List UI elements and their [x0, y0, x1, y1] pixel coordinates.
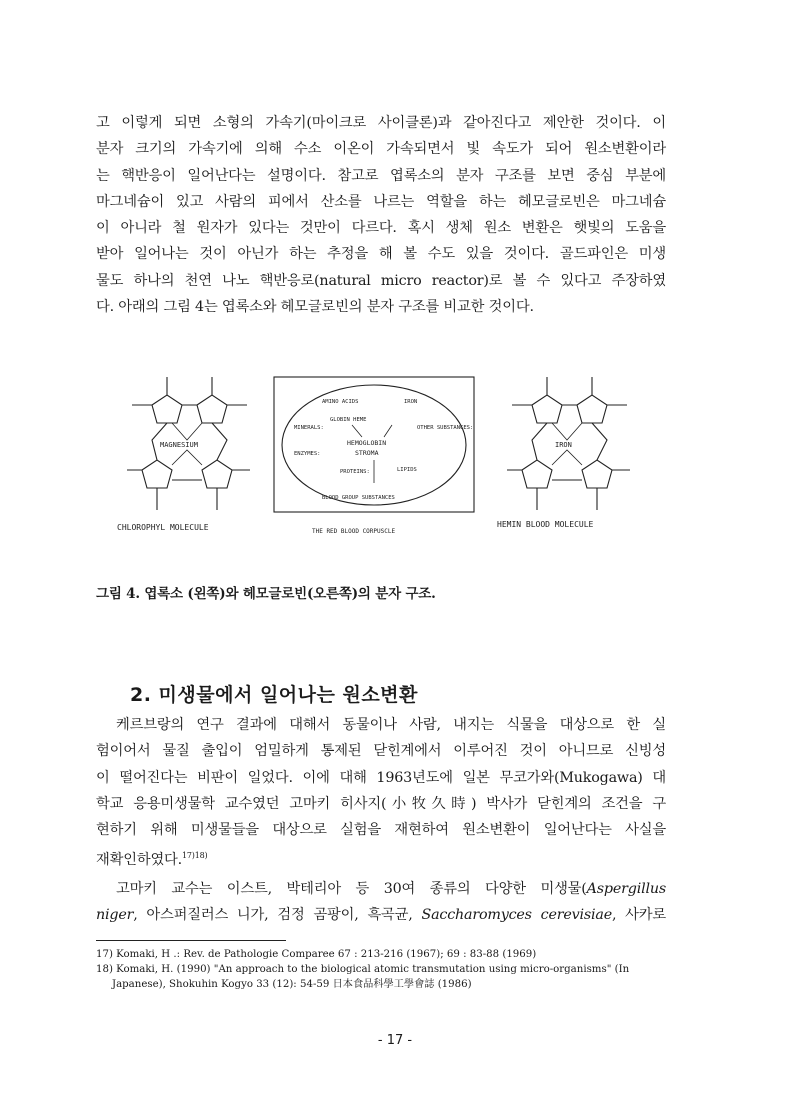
caption-hemo: 헤모글로빈: [242, 586, 308, 602]
caption-paren: (: [307, 586, 314, 602]
stroma-label: STROMA: [355, 449, 379, 457]
p3-italic: Aspergillus: [586, 881, 666, 897]
caption-end: 구조.: [405, 586, 436, 602]
chlorophyll-diagram: [117, 377, 250, 532]
text-line: 다. 아래의 그림 4는 엽록소와 헤모글로빈의 분자 구조를 비교한 것이다.: [96, 299, 534, 316]
figure-caption: [96, 582, 436, 602]
other-substances-label: OTHER SUBSTANCES:: [417, 425, 474, 431]
caption-suffix: )의 분자: [351, 586, 406, 602]
text-line: 고 이렇게 되면 소형의 가속기(마이크로 사이클론)과 같아진다고 제안한 것이다. 이: [96, 115, 666, 131]
hemin-caption: HEMIN BLOOD MOLECULE: [497, 520, 594, 529]
section-last: 재확인하였다.: [96, 852, 183, 869]
footnote-divider: [96, 940, 286, 941]
minerals-label: MINERALS:: [294, 425, 324, 431]
page-number: - 17 -: [377, 1033, 413, 1048]
magnesium-label: MAGNESIUM: [160, 441, 198, 449]
caption-right: 오른쪽: [313, 586, 352, 602]
p3-italic: niger: [96, 907, 134, 924]
blood-group-label: BLOOD GROUP SUBSTANCES: [322, 495, 395, 501]
text-line: [96, 843, 666, 869]
proteins-label: PROTEINS:: [340, 469, 370, 475]
text-line: 케르브랑의 연구 결과에 대해서 동물이나 사람, 내지는 식물을 대상으로 한 실: [116, 717, 666, 733]
text-line: 험이어서 물질 출입이 엄밀하게 통제된 닫힌계에서 이루어진 것이 아니므로 신빙성: [96, 743, 666, 760]
footnote-18-cont: Japanese), Shokuhin Kogyo 33 (12): 54-59 日本食品科學工學會誌 (1986): [112, 979, 472, 990]
iron-center-label: IRON: [555, 441, 572, 449]
text-line: 물도 하나의 천연 나노 핵반응로(natural micro reactor)로 볼 수 있다고 주장하였: [96, 272, 666, 289]
caption-left: 왼쪽: [193, 586, 220, 602]
text-line: 현하기 위해 미생물들을 대상으로 실험을 재현하여 원소변환이 일어난다는 사실을: [96, 822, 666, 839]
intro-paragraph: [96, 110, 666, 320]
hemin-diagram: [497, 377, 630, 529]
text-line: 이 떨어진다는 비판이 일었다. 이에 대해 1963년도에 일본 무코가와(Mukogawa) 대: [96, 769, 666, 786]
footnote-refs[interactable]: 17)18): [182, 851, 208, 861]
enzymes-label: ENZYMES:: [294, 451, 321, 457]
footnote-18: 18) Komaki, H. (1990) "An approach to the biological atomic transmutation using micro-organisms" (In: [96, 964, 630, 975]
red-blood-corpuscle-diagram: [274, 377, 474, 535]
globin-heme-label: GLOBIN HEME: [330, 417, 367, 423]
text-line: 받아 일어나는 것이 아닌가 하는 추정을 해 볼 수도 있을 것이다. 골드파인은 미생: [96, 246, 666, 263]
chlorophyl-caption: CHLOROPHYL MOLECULE: [117, 523, 209, 532]
hemoglobin-label: HEMOGLOBIN: [347, 439, 387, 447]
caption-mid: )와: [219, 586, 243, 602]
p3-text: , 사카로: [611, 907, 666, 924]
amino-label: AMINO ACIDS: [322, 399, 359, 405]
p3-text: , 아스퍼질러스 니가, 검정 곰팡이, 흑곡균,: [133, 907, 422, 924]
text-line: 분자 크기의 가속기에 의해 수소 이온이 가속되면서 빛 속도가 되어 원소변환이라: [96, 141, 666, 158]
section-heading: 2. 미생물에서 일어나는 원소변환: [130, 684, 418, 706]
text-line: 학교 응용미생물학 교수였던 고마키 히사지(小牧久時) 박사가 닫힌계의 조건을 구: [96, 795, 666, 812]
molecule-figure: [112, 365, 652, 540]
iron-label: IRON: [404, 399, 418, 405]
lipids-label: LIPIDS: [397, 467, 417, 473]
section-paragraph: [96, 712, 666, 870]
p3-text: 고마키 교수는 이스트, 박테리아 등 30여 종류의 다양한 미생물(: [116, 881, 587, 897]
text-line: 는 핵반응이 일어난다는 설명이다. 참고로 엽록소의 분자 구조를 보면 중심 부분에: [96, 167, 666, 184]
text-line: [96, 902, 666, 928]
text-line: 이 아니라 철 원자가 있다는 것만이 다르다. 혹시 생체 원소 변환은 햇빛의 도움을: [96, 220, 666, 237]
text-line: 마그네슘이 있고 사람의 피에서 산소를 나르는 역할을 하는 헤모글로빈은 마그네슘: [96, 193, 666, 210]
footnote-17: 17) Komaki, H .: Rev. de Pathologie Comparee 67 : 213-216 (1967); 69 : 83-88 (1969): [96, 949, 537, 960]
p3-italic: Saccharomyces cerevisiae: [421, 907, 612, 924]
rbc-caption: THE RED BLOOD CORPUSCLE: [312, 528, 396, 535]
third-paragraph: [96, 876, 666, 929]
caption-prefix: 그림 4. 엽록소 (: [96, 586, 194, 602]
text-line: [96, 876, 666, 902]
